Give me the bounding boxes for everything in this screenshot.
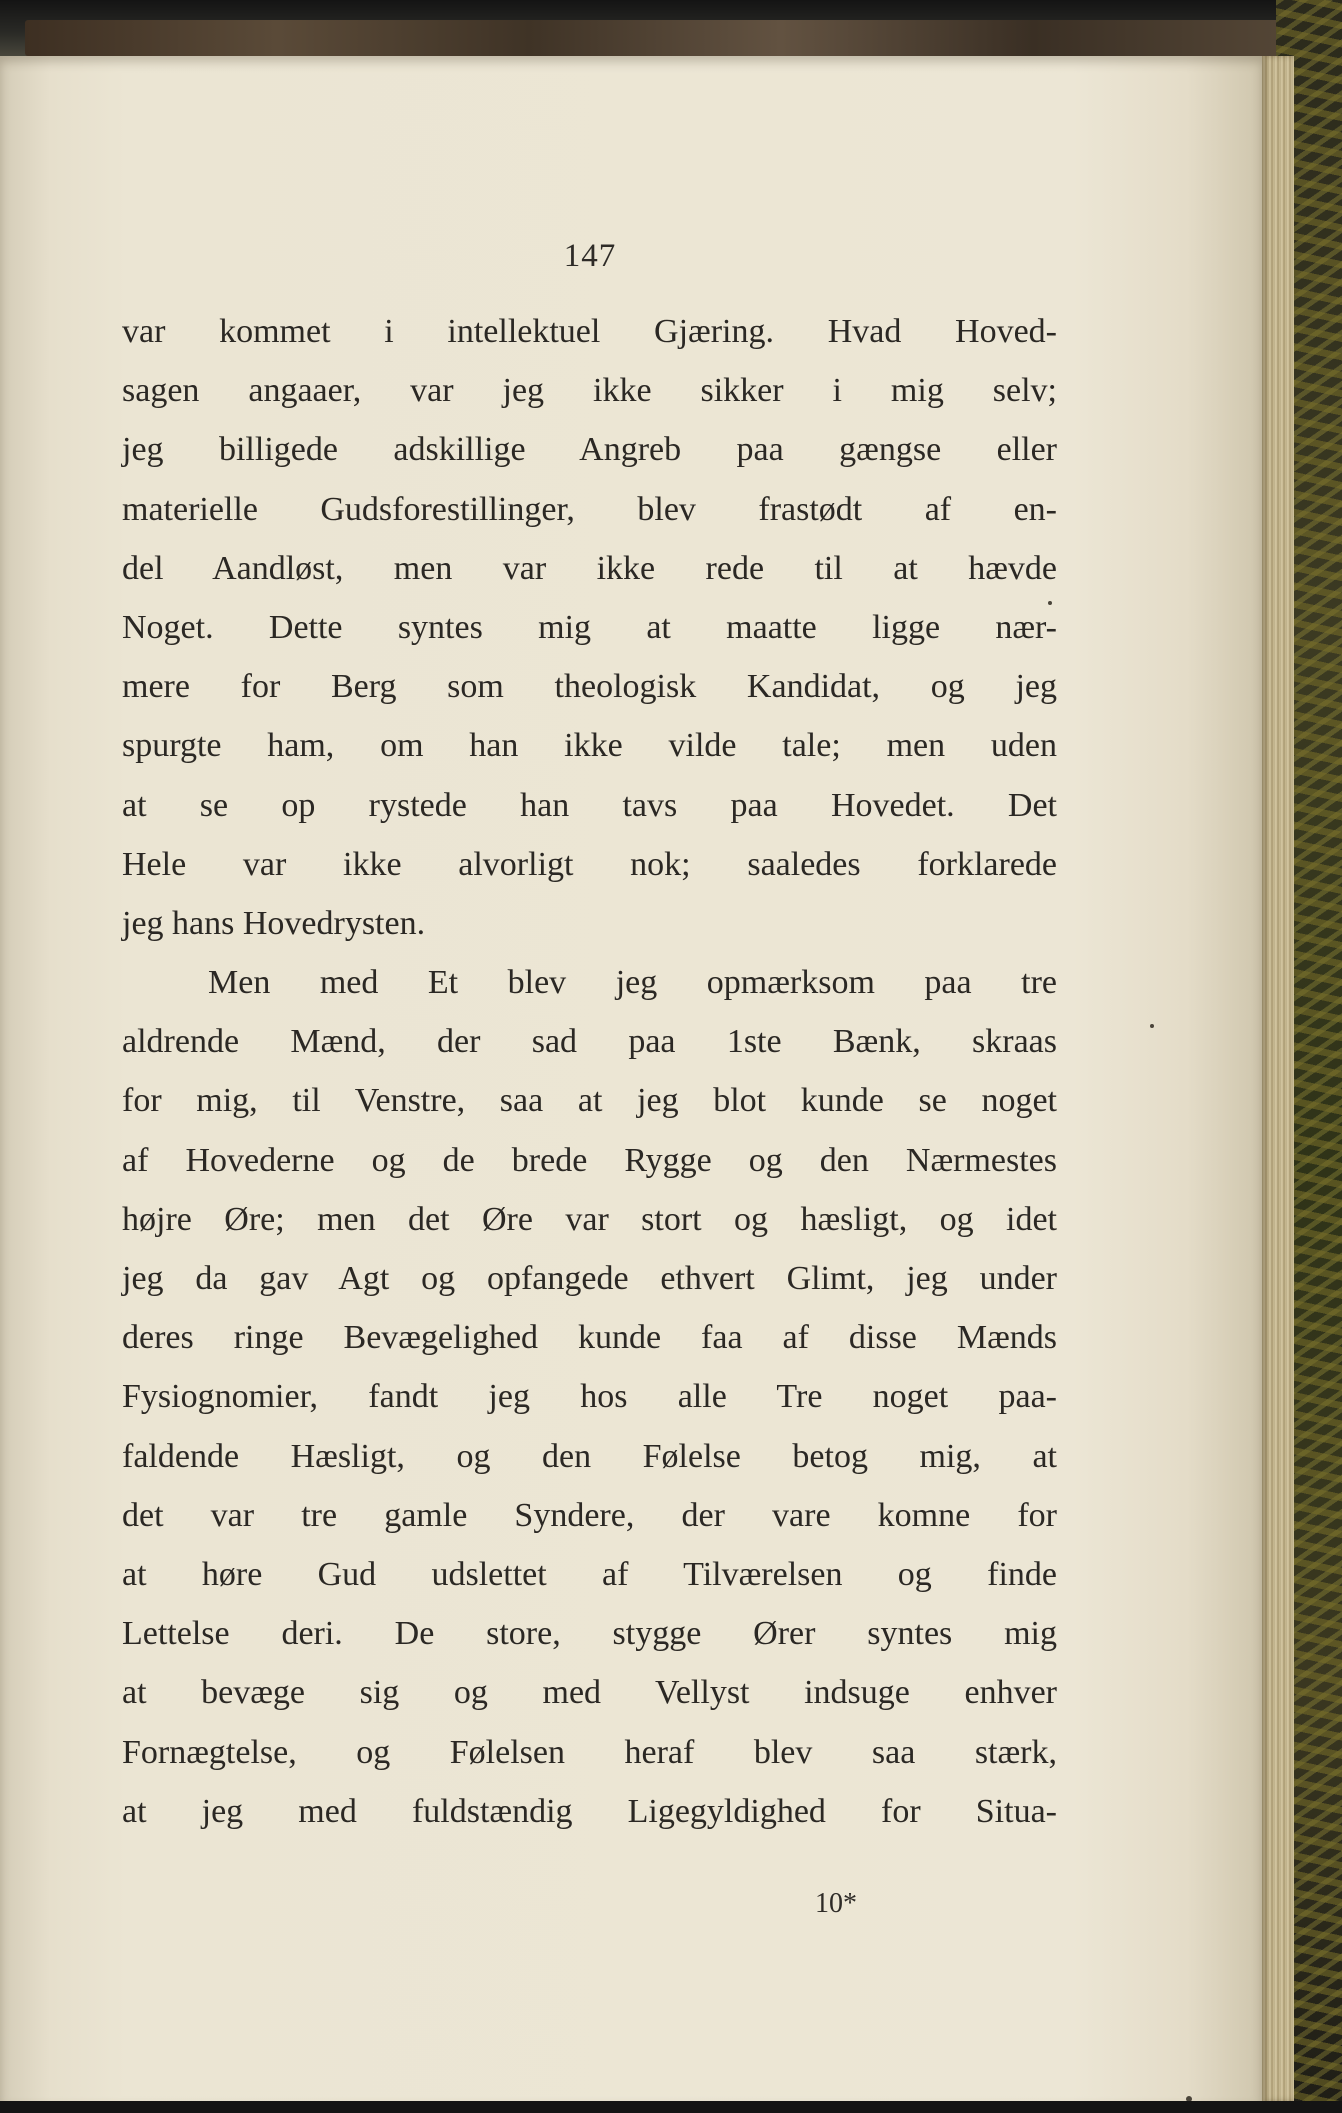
- text-line: materielle Gudsforestillinger, blev frastødt af en-: [122, 490, 1057, 528]
- text-line: spurgte ham, om han ikke vilde tale; men uden: [122, 727, 1057, 765]
- text-line: mere for Berg som theologisk Kandidat, og jeg: [122, 668, 1057, 706]
- text-line: var kommet i intellektuel Gjæring. Hvad Hoved-: [122, 313, 1057, 350]
- binding-top-band: [25, 20, 1285, 56]
- text-line: faldende Hæsligt, og den Følelse betog mig, at: [122, 1437, 1057, 1475]
- text-line: jeg da gav Agt og opfangede ethvert Glimt, jeg under: [122, 1260, 1057, 1297]
- body-text: [122, 302, 1057, 1841]
- text-line: Lettelse deri. De store, stygge Ører syntes mig: [122, 1615, 1057, 1653]
- text-line: Fornægtelse, og Følelsen heraf blev saa stærk,: [122, 1733, 1057, 1771]
- text-line: Hele var ikke alvorligt nok; saaledes forklarede: [122, 845, 1057, 883]
- text-line: af Hovederne og de brede Rygge og den Nærmestes: [122, 1141, 1057, 1179]
- text-line: at bevæge sig og med Vellyst indsuge enhver: [122, 1674, 1057, 1712]
- text-line: højre Øre; men det Øre var stort og hæsligt, og idet: [122, 1200, 1057, 1238]
- text-line: Noget. Dette syntes mig at maatte ligge nær-: [122, 608, 1057, 646]
- text-line: at se op rystede han tavs paa Hovedet. Det: [122, 786, 1057, 824]
- paragraph-start-line: Men med Et blev jeg opmærksom paa tre: [208, 964, 1057, 1002]
- text-line: Fysiognomier, fandt jeg hos alle Tre noget paa-: [122, 1378, 1057, 1416]
- signature-mark: 10*: [815, 1888, 857, 1919]
- text-line: jeg billigede adskillige Angreb paa gængse eller: [122, 431, 1057, 469]
- text-line: at jeg med fuldstændig Ligegyldighed for Situa-: [122, 1792, 1057, 1830]
- text-line: deres ringe Bevægelighed kunde faa af disse Mænds: [122, 1319, 1057, 1357]
- page-stack-edge: [1262, 56, 1294, 2101]
- text-line: at høre Gud udslettet af Tilværelsen og finde: [122, 1555, 1057, 1593]
- text-line: det var tre gamle Syndere, der vare komne for: [122, 1496, 1057, 1534]
- text-line: sagen angaaer, var jeg ikke sikker i mig selv;: [122, 372, 1057, 410]
- text-line: for mig, til Venstre, saa at jeg blot kunde se noget: [122, 1082, 1057, 1120]
- text-line: del Aandløst, men var ikke rede til at hævde: [122, 549, 1057, 587]
- paragraph-end-line: jeg hans Hovedrysten.: [122, 904, 426, 942]
- book-bottom-edge: [0, 2101, 1342, 2113]
- page-number: 147: [563, 238, 617, 274]
- paper-speck: [1150, 1024, 1154, 1028]
- text-line: aldrende Mænd, der sad paa 1ste Bænk, skraas: [122, 1023, 1057, 1061]
